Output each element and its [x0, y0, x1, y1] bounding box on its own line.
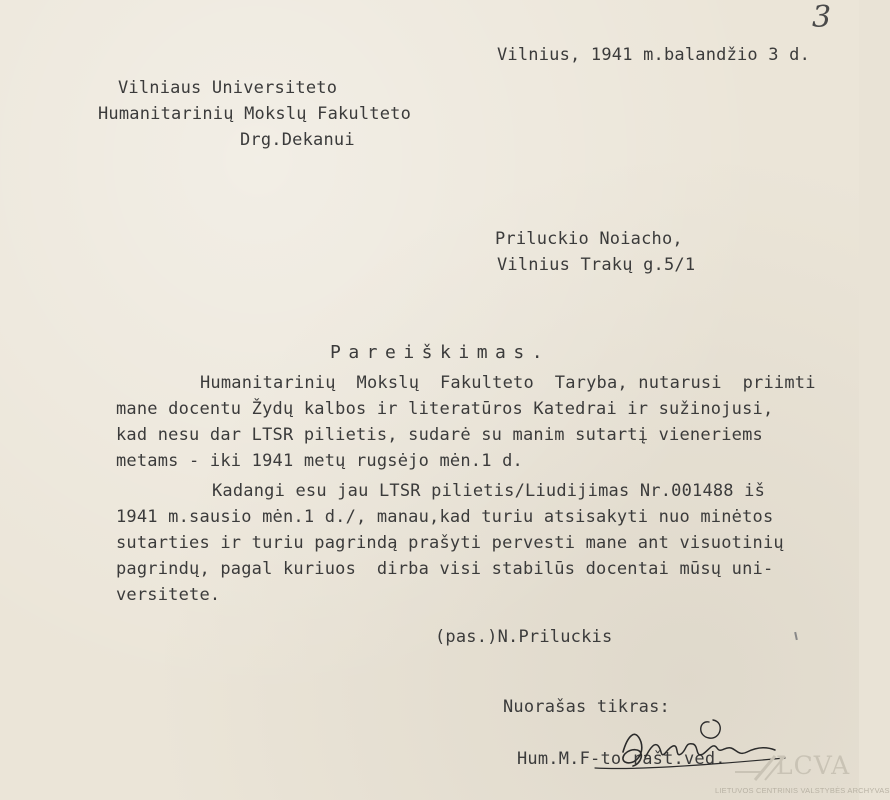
body-line-7: sutarties ir turiu pagrindą prašyti pervesti mane ant visuotinių [116, 533, 784, 553]
certification-label: Nuorašas tikras: [503, 697, 670, 717]
place-date: Vilnius, 1941 m.balandžio 3 d. [497, 45, 811, 65]
archive-logo-text: LCVA [776, 751, 851, 780]
body-line-6: 1941 m.sausio mėn.1 d./, manau,kad turiu atsisakyti nuo minėtos [116, 507, 774, 527]
body-line-5: Kadangi esu jau LTSR pilietis/Liudijimas Nr.001488 iš [212, 481, 766, 501]
sender-line-1: Priluckio Noiacho, [495, 229, 683, 249]
archive-logo-caption: LIETUVOS CENTRINIS VALSTYBĖS ARCHYVAS [715, 786, 890, 795]
ink-mark [94, 0, 103, 3]
addressee-line-3: Drg.Dekanui [240, 130, 355, 150]
body-line-8: pagrindų, pagal kuriuos dirba visi stabilūs docentai mūsų uni- [116, 559, 774, 579]
body-line-4: metams - iki 1941 metų rugsėjo mėn.1 d. [116, 451, 523, 471]
ink-mark-2 [794, 632, 798, 640]
official-title: Hum.M.F-to rašt.ved. [517, 749, 726, 769]
body-line-3: kad nesu dar LTSR pilietis, sudarė su manim sutartį vieneriems [116, 425, 763, 445]
page-number: 3 [812, 0, 832, 35]
document-heading: Pareiškimas. [330, 342, 551, 363]
body-line-1: Humanitarinių Mokslų Fakulteto Taryba, nutarusi priimti [200, 373, 816, 393]
addressee-line-2: Humanitarinių Mokslų Fakulteto [98, 104, 412, 124]
sender-line-2: Vilnius Trakų g.5/1 [497, 255, 696, 275]
signature-typed: (pas.)N.Priluckis [435, 627, 613, 647]
addressee-line-1: Vilniaus Universiteto [118, 78, 338, 98]
body-line-9: versitete. [116, 585, 221, 605]
body-line-2: mane docentu Žydų kalbos ir literatūros Katedrai ir sužinojusi, [116, 399, 774, 419]
